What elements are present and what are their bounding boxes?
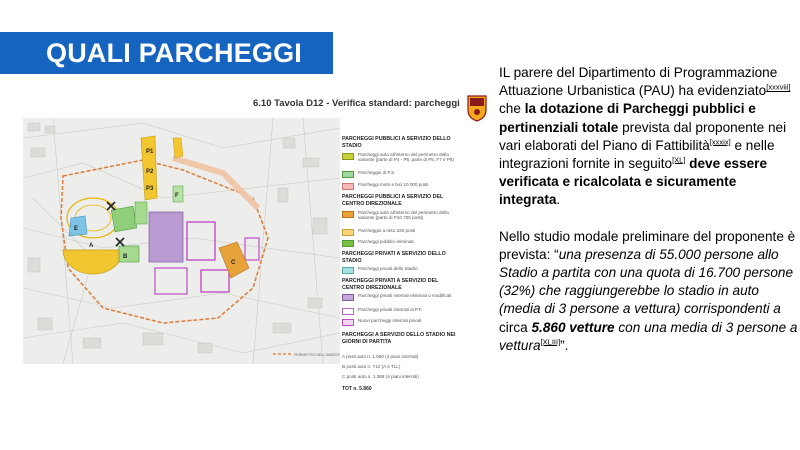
zone-p2-label: P2 (146, 169, 154, 175)
legend-heading-stadium-private: PARCHEGGI PRIVATI A SERVIZIO DELLO STADIO (342, 251, 446, 264)
legend-item-label: Parcheggi privati interrati al P.F. (358, 307, 423, 312)
zone-p1-label: P1 (146, 149, 154, 155)
paragraph-modal-study (499, 228, 799, 355)
legend-item (342, 210, 467, 220)
legend-item (342, 374, 467, 384)
legend-item (342, 152, 467, 162)
legend-swatch (342, 319, 354, 326)
legend-item (342, 307, 467, 317)
footnote-link[interactable]: [xxxix] (709, 137, 731, 147)
text-run: ”. (560, 337, 569, 353)
legend-item (342, 364, 467, 374)
legend-item-label: Parcheggi auto all'interno del perimetro della variante (parte di P4 - P6, parte di P5, F7 e P8) (358, 152, 455, 163)
legend-swatch (342, 153, 354, 160)
legend-item (342, 318, 467, 328)
legend-item-label: Parcheggio di P.S. (358, 170, 396, 175)
footnote-link[interactable]: [xxxviii] (766, 82, 791, 92)
legend-swatch (342, 171, 354, 178)
text-run-italic: con una media di 3 persone a vettura (499, 319, 798, 353)
legend-item (342, 170, 467, 180)
legend-item (342, 239, 467, 249)
text-run: e nelle integrazioni fornite in seguito (499, 137, 775, 172)
legend-item-label: Parcheggio a raso 320 posti (358, 228, 416, 233)
legend-swatch (342, 294, 354, 301)
legend-heading-office-public: PARCHEGGI PUBBLICI A SERVIZIO DEL CENTRO DIREZIONALE (342, 194, 444, 207)
map-caption: 6.10 Tavola D12 - Verifica standard: parcheggi (253, 98, 460, 109)
legend-item-label: Parcheggi privati interrati eliminati o modificati (358, 293, 452, 298)
legend-item-label: Nuovi parcheggi interrati privati (358, 318, 422, 323)
zone-a-label: A (89, 243, 94, 249)
footnote-link[interactable]: [XL] (672, 155, 686, 165)
zone-b-label: B (123, 254, 128, 260)
text-run-italic: una presenza di 55.000 persone allo Stadio a partita con una quota di 16.700 persone (32%) che raggiungerebbe lo stadio in auto (media di 3 persone a vettura) corrispondenti a (499, 246, 793, 317)
legend-swatch (342, 240, 354, 247)
zone-e-label: E (74, 226, 79, 232)
legend-item-label: A posti auto n. 1.580 (4 piani interrati) (342, 354, 419, 359)
zone-c-label: C (231, 260, 236, 266)
legend-item (342, 354, 467, 364)
text-run: che (499, 101, 525, 117)
text-run: circa (499, 319, 532, 335)
legend-swatch (342, 211, 354, 218)
text-run: IL parere del Dipartimento di Programmazione Attuazione Urbanistica (PAU) ha evidenziato (499, 65, 778, 99)
legend-item (342, 293, 467, 303)
paragraph-gap (499, 210, 799, 228)
legend-item-label: C posti auto n. 1.368 (4 piani interrati) (342, 374, 419, 379)
boundary-label: PERIMETRO DELL'AMBITO (294, 353, 340, 357)
legend-item (342, 228, 467, 238)
legend-item (342, 182, 467, 192)
text-run: prevista dal proponente nei vari elaborati del Piano di Fattibilità (499, 119, 787, 153)
legend-item-label: Parcheggi moto e bici 10.000 posti (358, 182, 429, 187)
text-run-bold: la dotazione di Parcheggi pubblici e pertinenziali totale (499, 101, 756, 135)
legend-swatch (342, 183, 354, 190)
legend-swatch (342, 229, 354, 236)
text-run-bold: deve essere verificata e ricalcolata e sicuramente integrata (499, 156, 768, 208)
legend-item-label: Parcheggi pubblici eliminati (358, 239, 414, 244)
legend-heading-stadium-public: PARCHEGGI PUBBLICI A SERVIZIO DELLO STADIO (342, 136, 451, 149)
zone-p3-label: P3 (146, 186, 154, 192)
legend-item (342, 266, 467, 276)
text-run: . (556, 192, 561, 208)
legend-swatch (342, 267, 354, 274)
text-run-bold-italic: 5.860 vetture (531, 319, 615, 335)
paragraph-pau-opinion (499, 64, 799, 210)
legend-item-label: Parcheggi privati dello Stadio (358, 266, 418, 271)
zone-f-label: F (175, 193, 179, 199)
body-text (499, 64, 799, 355)
legend-heading-match-days: PARCHEGGI A SERVIZIO DELLO STADIO NEI GIORNI DI PARTITA (342, 332, 456, 345)
as-roma-logo (466, 94, 488, 122)
legend-item-label: B posti auto n. 712 (A e TLL) (342, 364, 401, 369)
legend-heading-office-private: PARCHEGGI PRIVATI A SERVIZIO DEL CENTRO DIREZIONALE (342, 278, 439, 291)
parking-map (23, 118, 340, 364)
slide-title: QUALI PARCHEGGI (46, 38, 303, 68)
map-legend (342, 130, 472, 420)
legend-total: TOT n. 5.860 (342, 386, 372, 392)
footnote-link[interactable]: [XLIII] (540, 337, 561, 347)
text-run: Nello studio modale preliminare del proponente è prevista: “ (499, 228, 796, 262)
legend-swatch (342, 308, 354, 315)
legend-item-label: Parcheggi auto all'interno del perimetro della variante (parte di P10 700 posti) (358, 210, 449, 221)
